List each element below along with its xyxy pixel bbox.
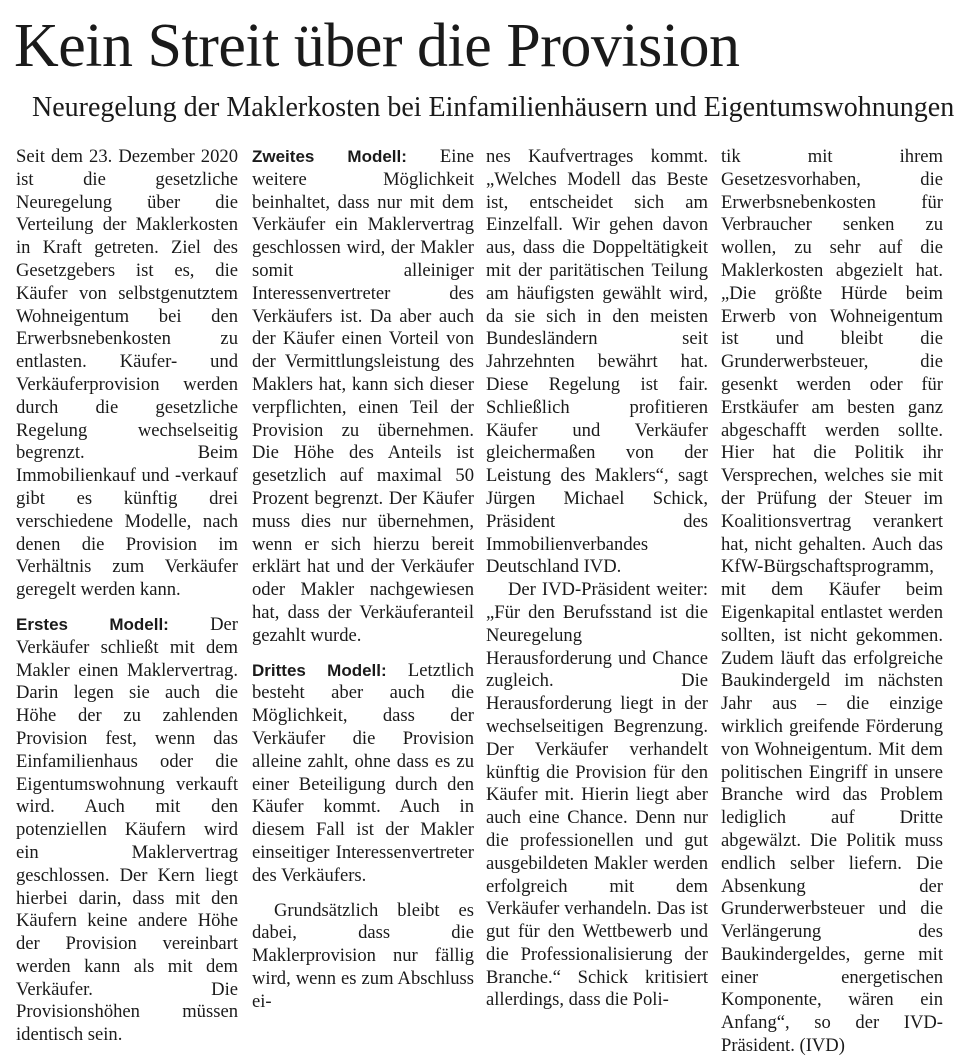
paragraph xyxy=(252,900,474,1014)
paragraph xyxy=(252,146,474,648)
paragraph xyxy=(16,146,238,602)
paragraph-lead: Drittes Modell: xyxy=(252,660,387,680)
paragraph-text: Letztlich besteht aber auch die Möglichkeit, dass der Verkäufer die Provision alleine zahlt, ohne dass es zu einer Beteiligung durch den Käufer kommt. Auch in diesem Fall ist der Makler einseitiger Interessenvertreter des Verkäufers. xyxy=(252,659,474,886)
article-column-2 xyxy=(252,146,474,1013)
paragraph xyxy=(252,660,474,888)
article-column-1 xyxy=(16,146,238,1047)
paragraph-lead: Erstes Modell: xyxy=(16,614,169,634)
paragraph-text: nes Kaufvertrages kommt. „Welches Modell das Beste ist, entscheidet sich am Einzelfall. Wir gehen davon aus, dass die Doppeltätigkeit mit der paritätischen Teilung am häufigsten gewählt wird, da sie sich in den meisten Bundesländern seit Jahrzehnten bewährt hat. Diese Regelung ist fair. Schließlich profitieren Käufer und Verkäufer gleichermaßen von der Leistung des Maklers“, sagt Jürgen Michael Schick, Präsident des Immobilienverbandes Deutschland IVD. xyxy=(486,146,708,578)
paragraph-text: Eine weitere Möglichkeit beinhaltet, dass nur mit dem Verkäufer ein Maklervertrag geschlossen wird, der Makler somit alleiniger Interessenvertreter des Verkäufers ist. Da aber auch der Käufer einen Vorteil von der Vermittlungsleistung des Maklers hat, kann sich dieser verpflichten, einen Teil der Provision zu übernehmen. Die Höhe des Anteils ist gesetzlich auf maximal 50 Prozent begrenzt. Der Käufer muss dies nur übernehmen, wenn er sich hierzu bereit erklärt hat und der Verkäufer oder Makler nachgewiesen hat, dass der Verkäuferanteil gezahlt wurde. xyxy=(252,146,474,646)
paragraph-text: Der IVD-Präsident weiter: „Für den Berufsstand ist die Neuregelung Herausforderung und Chance zugleich. Die Herausforderung liegt in der wechselseitigen Begrenzung. Der Verkäufer verhandelt künftig die Provision für den Käufer mit. Hierin liegt aber auch eine Chance. Denn nur die professionellen und gut ausgebildeten Makler werden erfolgreich mit dem Verkäufer verhandeln. Das ist gut für den Wettbewerb und die Professionalisierung der Branche.“ Schick kritisiert allerdings, dass die Poli- xyxy=(486,579,708,1011)
paragraph xyxy=(486,579,708,1012)
paragraph xyxy=(486,146,708,579)
paragraph xyxy=(721,146,943,1058)
paragraph-text: Der Verkäufer schließt mit dem Makler einen Maklervertrag. Darin legen sie auch die Höhe der zu zahlenden Provision fest, wenn das Einfamilienhaus oder die Eigentumswohnung verkauft wird. Auch mit den potenziellen Käufern wird ein Maklervertrag geschlossen. Der Kern liegt hierbei darin, dass mit den Käufern keine andere Höhe der Provision vereinbart werden kann als mit dem Verkäufer. Die Provisionshöhen müssen identisch sein. xyxy=(16,613,238,1046)
headline: Kein Streit über die Provision xyxy=(14,12,740,80)
article-column-4 xyxy=(721,146,943,1058)
paragraph xyxy=(16,614,238,1047)
paragraph-text: tik mit ihrem Gesetzesvorhaben, die Erwerbsnebenkosten für Verbraucher senken zu wollen, zu sehr auf die Maklerkosten abgezielt hat. „Die größte Hürde beim Erwerb von Wohneigentum ist und bleibt die Grunderwerbsteuer, die gesenkt werden oder für Erstkäufer am besten ganz abgeschafft werden sollte. Hier hat die Politik ihr Versprechen, welches sie mit der Prüfung der Steuer im Koalitionsvertrag verankert hat, nicht gehalten. Auch das KfW-Bürgschaftsprogramm, mit dem Käufer beim Eigenkapital entlastet werden sollten, ist nicht gekommen. Zudem läuft das erfolgreiche Baukindergeld im nächsten Jahr aus – die einzige wirklich greifende Förderung von Wohneigentum. Mit dem politischen Eingriff in unsere Branche wird das Problem lediglich auf Dritte abgewälzt. Die Politik muss endlich selber liefern. Die Absenkung der Grunderwerbsteuer und die Verlängerung des Baukindergeldes, gerne mit einer energetischen Komponente, wären ein Anfang“, so der IVD-Präsident. (IVD) xyxy=(721,146,943,1057)
article-column-3 xyxy=(486,146,708,1012)
paragraph-text: Grundsätzlich bleibt es dabei, dass die Maklerprovision nur fällig wird, wenn es zum Abschluss ei- xyxy=(252,899,474,1012)
subheadline: Neuregelung der Maklerkosten bei Einfamilienhäusern und Eigentumswohnungen xyxy=(32,92,955,123)
paragraph-text: Seit dem 23. Dezember 2020 ist die gesetzliche Neuregelung über die Verteilung der Maklerkosten in Kraft getreten. Ziel des Gesetzgebers ist es, die Käufer von selbstgenutztem Wohneigentum bei den Erwerbsnebenkosten zu entlasten. Käufer- und Verkäuferprovision werden durch die gesetzliche Regelung wechselseitig begrenzt. Beim Immobilienkauf und -verkauf gibt es künftig drei verschiedene Modelle, nach denen die Provision im Verhältnis zum Verkäufer geregelt werden kann. xyxy=(16,146,238,601)
paragraph-lead: Zweites Modell: xyxy=(252,147,407,166)
